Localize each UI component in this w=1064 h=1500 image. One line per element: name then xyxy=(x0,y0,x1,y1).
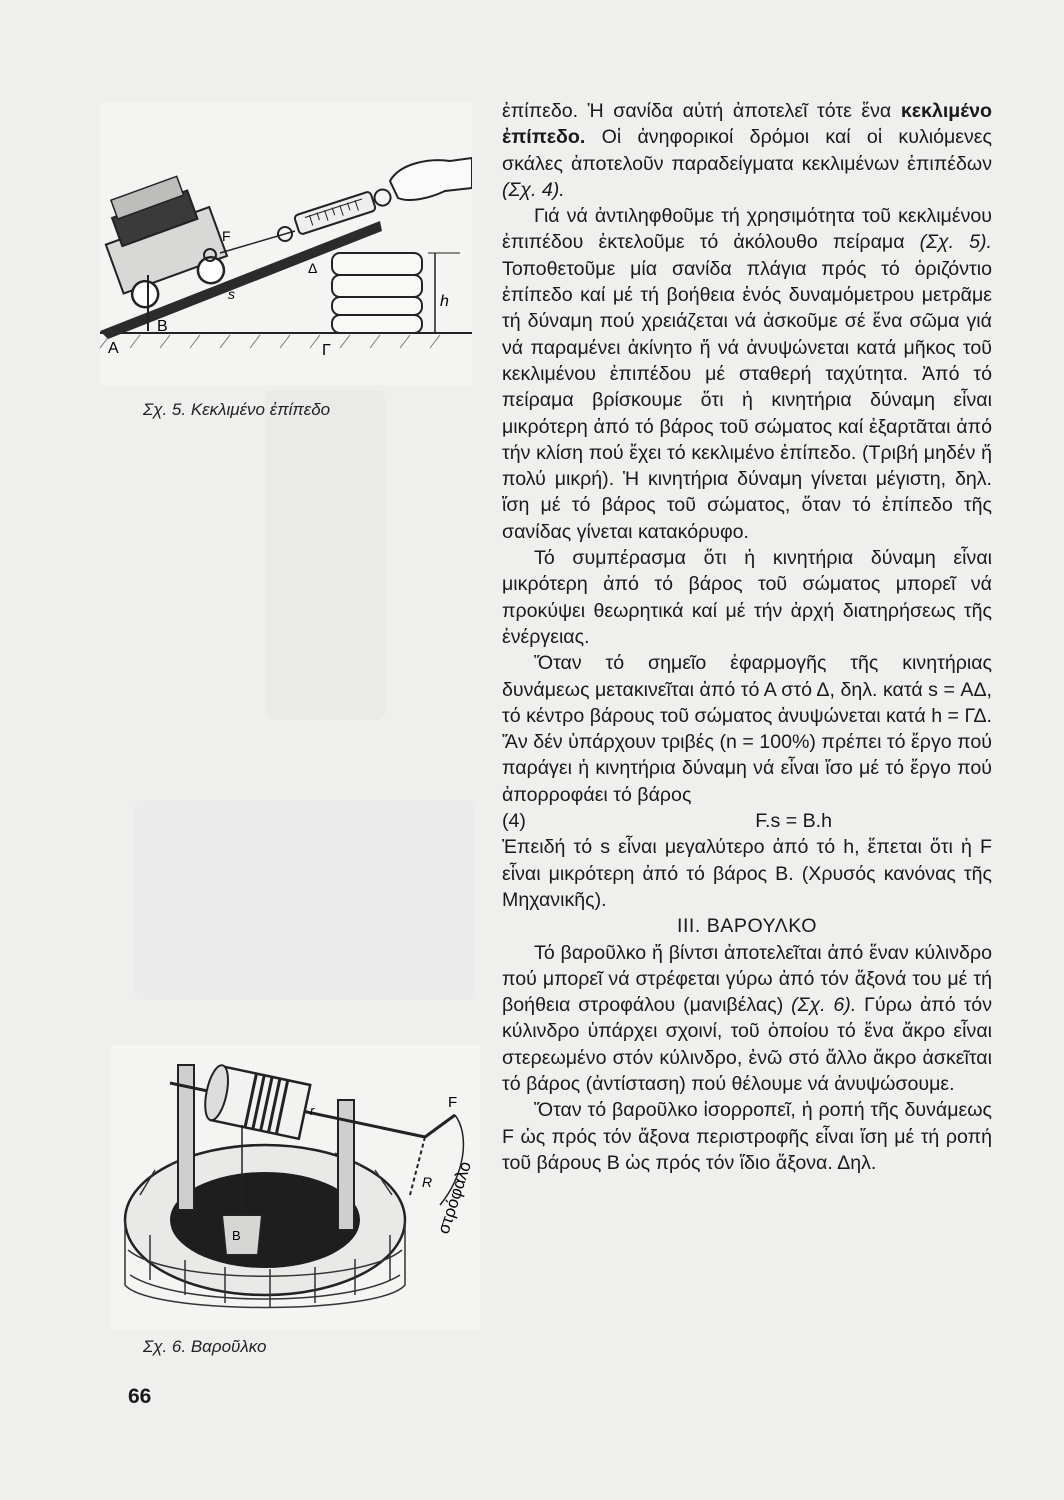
bleed-through-shadow xyxy=(135,800,475,1000)
label-F: F xyxy=(448,1094,458,1111)
figure-6-windlass xyxy=(110,1045,480,1330)
text-run: Τό βαροῦλκο ἤ βίντσι ἀποτελεῖται ἀπό ἕναν κύλινδρο πού μπορεῖ νά στρέφεται γύρω ἀπό τόν ἄξονά του μέ τή βοήθεια στροφάλου (μανιβέλας) xyxy=(502,941,992,1017)
label-gamma: Γ xyxy=(322,342,331,359)
paragraph-3: Τό συμπέρασμα ὅτι ἡ κινητήρια δύναμη εἶναι μικρότερη ἀπό τό βάρος τοῦ σώματος μπορεῖ νά προκύψει θεωρητικά καί μέ τήν ἀρχή διατηρήσεως τῆς ἐνέργειας. xyxy=(502,547,992,648)
figure-6-drawing xyxy=(110,1045,480,1330)
paragraph-1 xyxy=(502,98,992,203)
figure-6-caption: Σχ. 6. Βαροῦλκο xyxy=(143,1337,267,1356)
paragraph-6 xyxy=(502,940,992,1098)
paragraph-4: Ὅταν τό σημεῖο ἐφαρμογῆς τῆς κινητήριας δυνάμεως μετακινεῖται ἀπό τό Α στό Δ, δηλ. κατά s = ΑΔ, τό κέντρο βάρους τοῦ σώματος ἀνυψώνεται κατά h = ΓΔ. Ἄν δέν ὑπάρχουν τριβές (n = 100%) πρέπει τό ἔργο πού παράγει ἡ κινητήρια δύναμη νά εἶναι ἴσο μέ τό ἔργο πού ἀπορροφάει τό βάρος xyxy=(502,652,992,806)
label-s: s xyxy=(228,286,235,302)
bleed-through-shadow xyxy=(265,390,385,720)
label-B: B xyxy=(157,318,168,335)
equation-formula: F.s = B.h xyxy=(755,810,832,833)
label-B: B xyxy=(232,1228,241,1243)
label-crank: στρόφαλο xyxy=(433,1159,475,1237)
equation-number: (4) xyxy=(502,810,526,833)
equation-4 xyxy=(502,808,992,834)
text-column xyxy=(502,98,992,1176)
page-number: 66 xyxy=(128,1385,152,1408)
label-A: A xyxy=(108,340,119,357)
text-run: ἐπίπεδο. Ἡ σανίδα αὐτή ἀποτελεῖ τότε ἕνα xyxy=(502,100,901,122)
label-F: F xyxy=(222,228,231,244)
label-delta: Δ xyxy=(308,260,318,276)
section-heading: III. ΒΑΡΟΥΛΚΟ xyxy=(677,915,817,938)
figure-ref: (Σχ. 5). xyxy=(919,231,992,254)
paragraph-7: Ὅταν τό βαροῦλκο ἰσορροπεῖ, ἡ ροπή τῆς δυνάμεως F ὡς πρός τόν ἄξονα περιστροφῆς εἶναι ἴση μέ τή ροπή τοῦ βάρους Β ὡς πρός τόν ἴδιο ἄξονα. Δηλ. xyxy=(502,1099,992,1174)
figure-5-caption: Σχ. 5. Κεκλιμένο ἐπίπεδο xyxy=(143,400,331,419)
paragraph-2 xyxy=(502,203,992,545)
text-run: Οἱ ἀνηφορικοί δρόμοι καί οἱ κυλιόμενες σκάλες ἀποτελοῦν παραδείγματα κεκλιμένων ἐπιπέδων xyxy=(502,126,992,175)
figure-ref: (Σχ. 4). xyxy=(502,178,565,201)
figure-5-inclined-plane xyxy=(100,103,472,385)
figure-5-drawing xyxy=(100,103,472,385)
label-R: R xyxy=(422,1174,433,1190)
paragraph-5: Ἐπειδή τό s εἶναι μεγαλύτερο ἀπό τό h, ἕπεται ὅτι ἡ F εἶναι μικρότερη ἀπό τό βάρος Β. (Χρυσός κανόνας τῆς Μηχανικῆς). xyxy=(502,836,992,911)
label-r: r xyxy=(310,1103,315,1118)
label-h: h xyxy=(440,293,449,310)
text-run: Γύρω ἀπό τόν κύλινδρο ὑπάρχει σχοινί, τοῦ ὁποίου τό ἕνα ἄκρο εἶναι στερεωμένο στόν κύλινδρο, ἐνῶ στό ἄλλο ἄκρο ἀσκεῖται τό βάρος (ἀντίσταση) πού θέλουμε νά ἀνυψώσουμε. xyxy=(502,994,992,1095)
term-inclined-plane: κεκλιμένο ἐπίπεδο. xyxy=(502,100,992,149)
text-run: Τοποθετοῦμε μία σανίδα πλάγια πρός τό ὁριζόντιο ἐπίπεδο καί μέ τή βοήθεια ἑνός δυναμόμετρου μετρᾶμε τή δύναμη πού χρειάζεται νά ἀσκοῦμε σέ ἕνα σῶμα γιά νά παραμένει ἀκίνητο ἤ νά ἀνυψώνεται κατά μῆκος τοῦ κεκλιμένου ἐπιπέδου μέ σταθερή ταχύτητα. Ἀπό τό πείραμα βρίσκουμε ὅτι ἡ κινητήρια δύναμη εἶναι μικρότερη ἀπό τό βάρος τοῦ σώματος καί ἐξαρτᾶται ἀπό τήν κλίση πού ἔχει τό κεκλιμένο ἐπίπεδο. (Τριβή μηδέν ἤ πολύ μικρή). Ἡ κινητήρια δύναμη γίνεται μέγιστη, δηλ. ἴση μέ τό βάρος τοῦ σώματος, ὅταν τό ἐπίπεδο τῆς σανίδας γίνεται κατακόρυφο. xyxy=(502,257,992,543)
text-run: Γιά νά ἀντιληφθοῦμε τή χρησιμότητα τοῦ κεκλιμένου ἐπιπέδου ἐκτελοῦμε τό ἀκόλουθο πείραμα xyxy=(502,205,992,254)
figure-ref: (Σχ. 6). xyxy=(791,994,857,1017)
